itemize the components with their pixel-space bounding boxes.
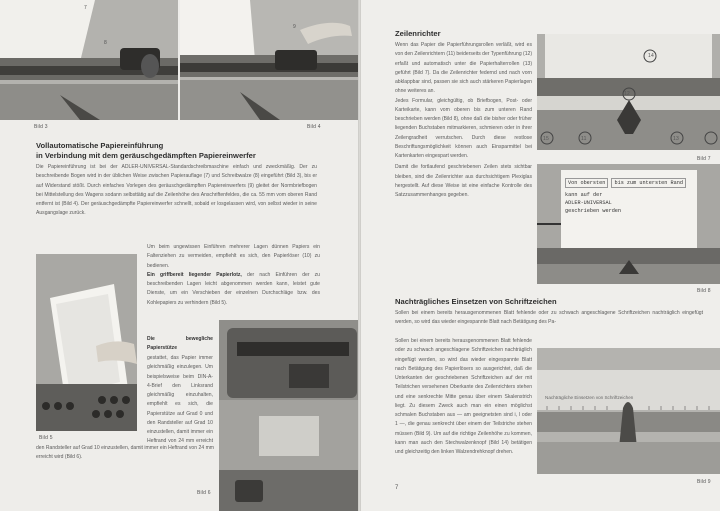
figure-bild-4-photo [180, 0, 358, 120]
bold-lead-text: Die bewegliche Papierstütze [147, 336, 213, 352]
figure-label: Bild 3 [34, 124, 48, 130]
paper-support-paragraph-tail [36, 444, 214, 463]
figure-label: Bild 6 [197, 490, 211, 496]
callout-number: 8 [104, 40, 107, 46]
typed-sample-text [565, 175, 693, 215]
callout-number: 12 [624, 91, 630, 97]
callout-number: 14 [648, 53, 654, 59]
heading-line: Vollautomatische Papiereinführung [36, 141, 164, 150]
insert-characters-intro [395, 309, 703, 328]
right-page [361, 0, 720, 511]
paragraph-text: den Randsteller auf Grad 10 einzustellen, damit immer ein Heftrand von 24 mm erreicht wird (Bild 6). [36, 445, 214, 461]
paragraph-text: Jedes Formular, gleichgültig, ob Briefbogen, Post- oder Karteikarte, kann vom oberen bis zum unteren Rand beschrieben werden (Bild 8), ohne daß die bisher oder früher liegenden Buchstaben mitmarkieren, schmieren oder in ihrer Zeilengradheit verrutschen. Durch diese restlose Beschriftungsmöglichkeit können auch Einsparmittel bei Kartenkarten eingespart werden. [395, 97, 532, 159]
section-heading: Nachträgliches Einsetzen von Schriftzeichen [395, 297, 557, 306]
scale-overlay-text: Nachträgliche Einsetzen von Schriftzeichen [545, 395, 634, 400]
typewriter-with-paper-stack-illustration [36, 254, 137, 431]
left-page [0, 0, 358, 511]
typed-line: geschrieben werden [565, 208, 622, 214]
figure-bild-6-photo [219, 320, 358, 511]
paragraph-text: gestattet, das Papier immer gleichmäßig einzulegen. Um beispielsweise beim DIN-A-4-Brief den Linksrand gleichmäßig einzuhalten, empfiehlt es sich, die Papierstütze auf Grad 0 und den Randsteller auf Grad 10 einzustellen, damit immer ein Heftrand von 24 mm erreicht [147, 355, 213, 444]
insert-characters-paragraph [395, 337, 532, 457]
callout-number: 9 [293, 24, 296, 30]
typed-line: ADLER-UNIVERSAL [565, 200, 612, 206]
paragraph-text: Damit die fortlaufend geschriebenen Zeilen stets sichtbar bleiben, sind die Zeilenrichter aus durchsichtigem Plexiglas hergestellt. Auf diese Weise ist eine einfache Kontrolle des Satzzusammenhanges gegeben. [395, 164, 532, 198]
figure-label: Bild 8 [697, 288, 711, 294]
paper-feed-paragraph [147, 243, 320, 308]
paragraph-text: der nach Einführen der zu beschreibenden Lagen leicht abgenommen werden kann, leistet gute Dienste, um ein Verschieben der einzelnen Durchschläge bzw. des Kohlepapiers zu verhindern (Bild 5). [147, 271, 320, 306]
paragraph-text: Sollen bei einem bereits herausgenommenen Blatt fehlende oder zu schwach angeschlagene Schriftzeichen nachträglich eingefügt werden, so wird das wieder eingespannte Blatt nach Betätigung des Papierlösers so ausgerichtet, daß die Unterkanten der geschriebenen Schriftzeichen auf der mit Teilstrichen versehenen Oberkante des Zeilenrichters stehen und eine senkrechte Mitte genau über einem Skalenstrich liegt. Zu diesem Zweck auch man ein einen möglichst schmalen Buchstaben aus — am geeignetsten sind i, l oder 1 —, die genau senkrecht über einem der Teilstriche stehen müssen (Bild 9). Um auf die richtige Zeilenhöhe zu kommen, kann man auch den Stechwalzenknopf (Bild 14) betätigen und gleichzeitig den linken Walzendrehknopf drehen. [395, 338, 532, 455]
page-number: 7 [395, 485, 399, 491]
figure-label: Bild 9 [697, 479, 711, 485]
paragraph-text [147, 271, 320, 308]
paragraph-text: Die Papiereinführung ist bei der ADLER-UNIVERSAL-Standardschreibmaschine einfach und zweckmäßig. Der zu beschreibende Bogen wird in der üblichen Weise zwischen Papierauflage (7) und Schreibwalze (8) eingeführt (Bild 3), bis er auf Widerstand stößt. Durch einfaches Vorlegen des geräuschgedämpften Papiereinwerfers (9) gleitet der Normbriefbogen bei Mittelstellung des Wagens sodann selbsttätig auf die Zeilenhöhe des Anschriftenfeldes, die ca. 55 mm vom oberen Rand entfernt ist (Bild 4). Der geräuschgedämpfte Papiereinwerfer schnellt, sobald er losgelassen wird, von selbst wieder in seine Ausgangslage zurück. [36, 164, 317, 217]
typed-line: kann auf der [565, 192, 603, 198]
paper-support-paragraph [147, 335, 213, 354]
typewriter-carriage-illustration [0, 0, 178, 120]
figure-label: Bild 5 [39, 435, 53, 441]
figure-bild-3-photo [0, 0, 178, 120]
section-heading [36, 141, 336, 160]
line-guide-paragraph [395, 41, 532, 200]
figure-bild-9-photo [537, 348, 720, 474]
scale-closeup-illustration [537, 348, 720, 474]
callout-number: 11 [581, 136, 587, 142]
paragraph-text: Sollen bei einem bereits herausgenommenen Blatt fehlende oder zu schwach angeschlagene Schriftzeichen nachträglich eingefügt werden, so wird das wieder eingespannte Blatt nach Betätigung des Pa- [395, 310, 703, 326]
figure-label: Bild 7 [697, 156, 711, 162]
paragraph-text: Um beim ungewissen Einführen mehrerer Lagen dünnen Papiers ein Faltenziehen zu vermeiden, empfiehlt es sich, den Papierlöser (10) zu bedienen. [147, 244, 320, 269]
paragraph-text: Wenn das Papier die Papierführungsrollen verläßt, wird es von den Zeilenrichtern (11) beiderseits der Typenführung (12) erfaßt und automatisch unter die Papierhalterrollen (13) geführt (Bild 7). Da die Zeilenrichter federnd und nach vorn abklappbar sind, passen sie sich auch stärkeren Papierlagen ohne weiteres an. [395, 42, 532, 95]
paragraph-text [147, 335, 213, 354]
intro-paragraph [36, 163, 317, 219]
callout-number: 7 [84, 5, 87, 11]
typewriter-paper-guide-illustration [219, 320, 358, 511]
typed-line: bis zum untersten Rand [611, 178, 686, 188]
section-heading: Zeilenrichter [395, 29, 441, 38]
figure-label: Bild 4 [307, 124, 321, 130]
figure-bild-5-photo [36, 254, 137, 431]
heading-line: in Verbindung mit dem geräuschgedämpften Papiereinwerfer [36, 150, 256, 160]
typed-line: Von obersten [565, 178, 608, 188]
paper-support-paragraph-continued [147, 354, 213, 444]
bold-lead-text: Ein griffbereit liegender Papierlotz, [147, 271, 242, 278]
callout-number: 13 [673, 136, 679, 142]
typewriter-carriage-illustration [180, 0, 358, 120]
callout-number: 15 [543, 136, 549, 142]
